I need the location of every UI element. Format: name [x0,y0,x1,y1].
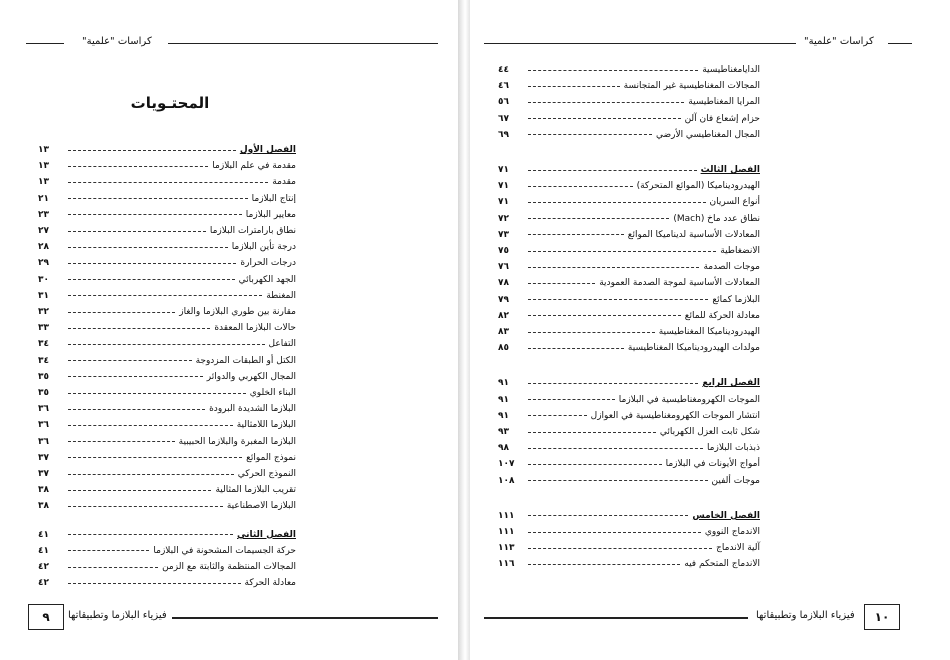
toc-leader-dots [68,295,262,296]
toc-leader-dots [528,532,701,533]
toc-row [498,324,760,340]
toc-row [38,450,296,466]
toc-entry-title: البلازما المغبرة والبلازما الحبيبية [178,436,296,447]
toc-entry-title: التفاعل [268,339,296,350]
toc-page-number: ٣٦ [38,420,49,431]
toc-row [38,336,296,352]
toc-leader-dots [68,279,235,280]
book-title: فيزياء البلازما وتطبيقاتها [756,610,855,621]
toc-page-number: ٤٢ [38,578,49,589]
header-rule [26,43,64,44]
toc-page-number: ٥٦ [498,97,509,108]
footer-rule [484,617,748,619]
toc-row [38,288,296,304]
toc-page-number: ٨٢ [498,310,509,321]
toc-leader-dots [68,567,158,568]
toc-row [38,304,296,320]
toc-entry-title: الموجات الكهرومغناطيسية في البلازما [618,394,760,405]
header-rule [484,43,796,44]
toc-entry-title: نطاق بارامترات البلازما [209,226,296,236]
toc-entry-title: المجالات المغناطيسية غير المتجانسة [623,81,760,92]
toc-leader-dots [528,218,669,219]
toc-leader-dots [68,490,211,491]
toc-chapter-title: الفصل الثاني [237,529,296,540]
toc-chapter-title: الفصل الأول [239,145,296,155]
toc-row [38,401,296,417]
toc-leader-dots [528,564,680,565]
toc-row [498,211,760,227]
toc-leader-dots [528,283,595,284]
toc-row [38,498,296,514]
toc-chapter-row [498,508,760,524]
toc-entry-title: درجة تأين البلازما [231,242,296,253]
toc-page-number: ٩١ [498,378,509,389]
toc-leader-dots [68,474,234,475]
toc-page-number: ٧٢ [498,213,509,224]
toc-leader-dots [68,506,223,507]
toc-page-number: ٣٧ [38,452,49,463]
toc-leader-dots [68,344,265,345]
toc-entry-title: المجال المغناطيسي الأرضي [655,129,760,140]
left-page-footer [22,604,438,634]
toc-leader-dots [68,376,203,377]
toc-row [38,239,296,255]
toc-row [498,456,760,472]
toc-row [38,353,296,369]
toc-entry-title: إنتاج البلازما [251,193,296,204]
toc-entry-title: تقريب البلازما المثالية [215,485,296,496]
toc-chapter-row [498,162,760,178]
toc-row [498,243,760,259]
toc-page-number: ٩١ [498,394,509,405]
toc-entry-title: آلية الاندماج [716,543,760,554]
toc-row [498,194,760,210]
toc-page-number: ٧٦ [498,262,509,273]
toc-page-number: ٨٣ [498,327,509,337]
toc-page-number: ٣٦ [38,436,49,447]
toc-row [498,259,760,275]
toc-row [38,417,296,433]
toc-leader-dots [68,182,268,183]
toc-leader-dots [528,399,615,400]
toc-leader-dots [68,409,205,410]
toc-leader-dots [68,534,233,535]
toc-row [498,524,760,540]
toc-page-number: ٣٤ [38,355,49,366]
toc-page-number: ٢١ [38,193,49,204]
toc-row [38,369,296,385]
toc-page-number: ١٠٧ [498,459,515,470]
toc-entry-title: مقارنة بين طوري البلازما والغاز [179,307,296,317]
toc-page-number: ٤١ [38,529,49,540]
toc-leader-dots [68,457,242,458]
toc-entry-title: المجالات المنتظمة والثابتة مع الزمن [162,562,296,572]
toc-leader-dots [528,70,698,71]
toc-page-number: ٤٦ [498,81,509,92]
toc-entry-title: معادلة الحركة [244,578,296,589]
toc-entry-title: المغنطة [266,290,296,301]
toc-page-number: ١١١ [498,510,515,521]
toc-page-number: ٩٨ [498,443,509,454]
toc-page-number: ١٠٨ [498,475,515,486]
toc-leader-dots [528,86,620,87]
toc-entry-title: الدايامغناطيسية [702,65,760,75]
toc-leader-dots [528,234,624,235]
toc-page-number: ٣٨ [38,501,49,512]
toc-page-number: ٩١ [498,410,509,421]
toc-page-number: ١٣ [38,145,49,155]
toc-page-number: ٣١ [38,290,49,301]
toc-row [498,440,760,456]
toc-page-number: ٣٨ [38,485,49,496]
page-number: ١٠ [864,604,900,630]
toc-entry-title: المعادلات الأساسية لموجة الصدمة العمودية [599,278,760,289]
toc-leader-dots [528,548,712,549]
toc-row [38,385,296,401]
toc-entry-title: نطاق عدد ماخ (Mach) [673,213,760,224]
toc-leader-dots [528,267,699,268]
toc-page-number: ٤١ [38,545,49,556]
toc-entry-title: حزام إشعاع فان آلن [684,113,760,124]
toc-entry-title: معادلة الحركة للمائع [684,310,760,321]
toc-page-number: ١١١ [498,527,515,537]
toc-leader-dots [528,202,706,203]
toc-row [38,191,296,207]
toc-entry-title: نموذج الموائع [246,452,296,463]
toc-page-number: ٣٤ [38,339,49,350]
toc-leader-dots [528,186,633,187]
toc-entry-title: معايير البلازما [245,209,296,220]
toc-page-number: ٤٢ [38,562,49,572]
toc-page-number: ٣٢ [38,307,49,317]
series-title: كراسات "علمية" [82,36,152,47]
toc-leader-dots [528,448,703,449]
toc-leader-dots [528,480,708,481]
toc-entry-title: الاندماج المتحكم فيه [684,559,760,570]
toc-row [498,78,760,94]
toc-page-number: ٦٧ [498,113,509,124]
toc-row [498,275,760,291]
toc-row [38,482,296,498]
toc-entry-title: البلازما كمائع [712,294,760,305]
toc-page-number: ٦٩ [498,129,509,140]
toc-page-number: ٣٥ [38,371,49,382]
toc-leader-dots [68,550,149,551]
book-title: فيزياء البلازما وتطبيقاتها [68,610,167,621]
toc-row [498,424,760,440]
toc-entry-title: الجهد الكهربائي [238,274,296,285]
toc-entry-title: الهيدروديناميكا (الموائع المتحركة) [636,181,760,192]
toc-entry-title: موجات ألفين [711,475,760,486]
toc-row [38,255,296,271]
toc-page-number: ٣٦ [38,404,49,415]
toc-entry-title: الانضغاطية [720,246,760,256]
series-title: كراسات "علمية" [804,36,874,47]
toc-entry-title: المعادلات الأساسية لديناميكا الموائع [627,229,760,240]
right-page-header [484,36,910,50]
toc-leader-dots [68,328,210,329]
toc-page-number: ٧٥ [498,246,509,256]
toc-leader-dots [68,583,241,584]
toc-entry-title: البلازما الاصطناعية [226,501,296,512]
toc-entry-title: حالات البلازما المعقدة [214,323,296,334]
toc-page-number: ٢٨ [38,242,49,253]
toc-leader-dots [68,231,206,232]
toc-row [38,434,296,450]
toc-leader-dots [68,425,233,426]
toc-entry-title: مقدمة [272,177,296,188]
toc-row [38,174,296,190]
toc-leader-dots [528,102,684,103]
toc-row [38,320,296,336]
toc-page-number: ٤٤ [498,65,509,75]
toc-page-number: ٩٣ [498,427,509,437]
toc-entry-title: درجات الحرارة [240,258,296,269]
toc-leader-dots [528,251,716,252]
toc-leader-dots [68,441,175,442]
toc-heading: المحتـويات [130,94,210,112]
toc-entry-title: حركة الجسيمات المشحونة في البلازما [153,545,296,556]
toc-row [38,559,296,575]
toc-entry-title: المرايا المغناطيسية [688,97,760,108]
page-number: ٩ [28,604,64,630]
toc-chapter-title: الفصل الخامس [692,510,760,521]
toc-leader-dots [528,170,697,171]
toc-leader-dots [68,312,175,313]
toc-page-number: ٢٧ [38,226,49,236]
toc-leader-dots [528,332,655,333]
toc-page-number: ٧١ [498,181,509,192]
toc-row [498,556,760,572]
toc-leader-dots [528,348,624,349]
toc-leader-dots [68,150,236,151]
toc-row [38,158,296,174]
toc-entry-title: شكل ثابت العزل الكهربائي [659,427,760,437]
left-page [0,0,458,660]
toc-leader-dots [528,515,688,516]
book-gutter [458,0,470,660]
toc-chapter-title: الفصل الثالث [700,165,760,175]
toc-leader-dots [528,415,587,416]
toc-page-number: ١٣ [38,161,49,172]
left-page-header [22,36,438,50]
toc-row [38,223,296,239]
toc-row [498,540,760,556]
toc-entry-title: مولدات الهيدروديناميكا المغناطيسية [627,343,760,354]
toc-row [38,207,296,223]
toc-chapter-row [498,375,760,391]
toc-entry-title: انتشار الموجات الكهرومغناطيسية في العوازل [590,410,760,421]
toc-leader-dots [68,393,246,394]
toc-row [498,111,760,127]
toc-page-number: ١٣ [38,177,49,188]
toc-leader-dots [528,299,708,300]
toc-row [498,62,760,78]
toc-row [38,543,296,559]
toc-row [498,392,760,408]
toc-leader-dots [528,315,681,316]
toc-entry-title: الكتل أو الطبقات المزدوجة [195,355,296,366]
toc-page-number: ٧٩ [498,294,509,305]
toc-page-number: ٧١ [498,165,509,175]
toc-page-number: ١١٣ [498,543,515,554]
toc-chapter-row [38,527,296,543]
toc-entry-title: أنواع السريان [709,197,760,208]
toc-leader-dots [528,118,681,119]
toc-leader-dots [528,432,656,433]
toc-entry-title: أمواج الأيونات في البلازما [665,459,760,470]
toc-entry-title: مقدمة في علم البلازما [212,161,296,172]
toc-entry-title: الاندماج النووي [704,527,760,537]
toc-page-number: ٢٩ [38,258,49,269]
header-rule [168,43,438,44]
toc-page-number: ٢٣ [38,209,49,220]
toc-row [498,473,760,489]
toc-page-number: ٨٥ [498,343,509,354]
toc-row [498,178,760,194]
toc-entry-title: الهيدروديناميكا المغناطيسية [658,327,760,337]
toc-page-number: ٣٥ [38,388,49,398]
toc-leader-dots [68,263,236,264]
toc-leader-dots [528,134,652,135]
toc-entry-title: ذبذبات البلازما [706,443,760,454]
toc-chapter-title: الفصل الرابع [702,378,760,389]
toc-page-number: ٧٨ [498,278,509,289]
toc-row [498,127,760,143]
toc-row [38,466,296,482]
toc-row [498,227,760,243]
footer-rule [172,617,438,619]
right-page [470,0,950,660]
toc-entry-title: موجات الصدمة [703,262,760,273]
toc-leader-dots [528,464,662,465]
right-page-footer [484,604,910,634]
toc-entry-title: البلازما الشديدة البرودة [209,404,296,415]
toc-page-number: ٣٧ [38,469,49,479]
toc-leader-dots [528,383,698,384]
toc-entry-title: النموذج الحركي [237,469,296,479]
toc-page-number: ٧١ [498,197,509,208]
toc-entry-title: البلازما اللامثالية [236,420,296,431]
toc-row [38,575,296,591]
toc-leader-dots [68,247,228,248]
toc-row [498,292,760,308]
toc-page-number: ٣٣ [38,323,49,334]
toc-row [38,272,296,288]
toc-leader-dots [68,166,208,167]
toc-row [498,308,760,324]
toc-page-number: ١١٦ [498,559,515,570]
toc-page-number: ٣٠ [38,274,49,285]
toc-page-number: ٧٣ [498,229,509,240]
toc-row [498,408,760,424]
toc-leader-dots [68,360,192,361]
toc-chapter-row [38,142,296,158]
toc-leader-dots [68,198,248,199]
header-rule [888,43,912,44]
toc-row [498,94,760,110]
toc-entry-title: المجال الكهربي والدوائر [206,371,296,382]
toc-row [498,340,760,356]
toc-leader-dots [68,214,242,215]
toc-entry-title: البناء الخلوي [249,388,296,398]
